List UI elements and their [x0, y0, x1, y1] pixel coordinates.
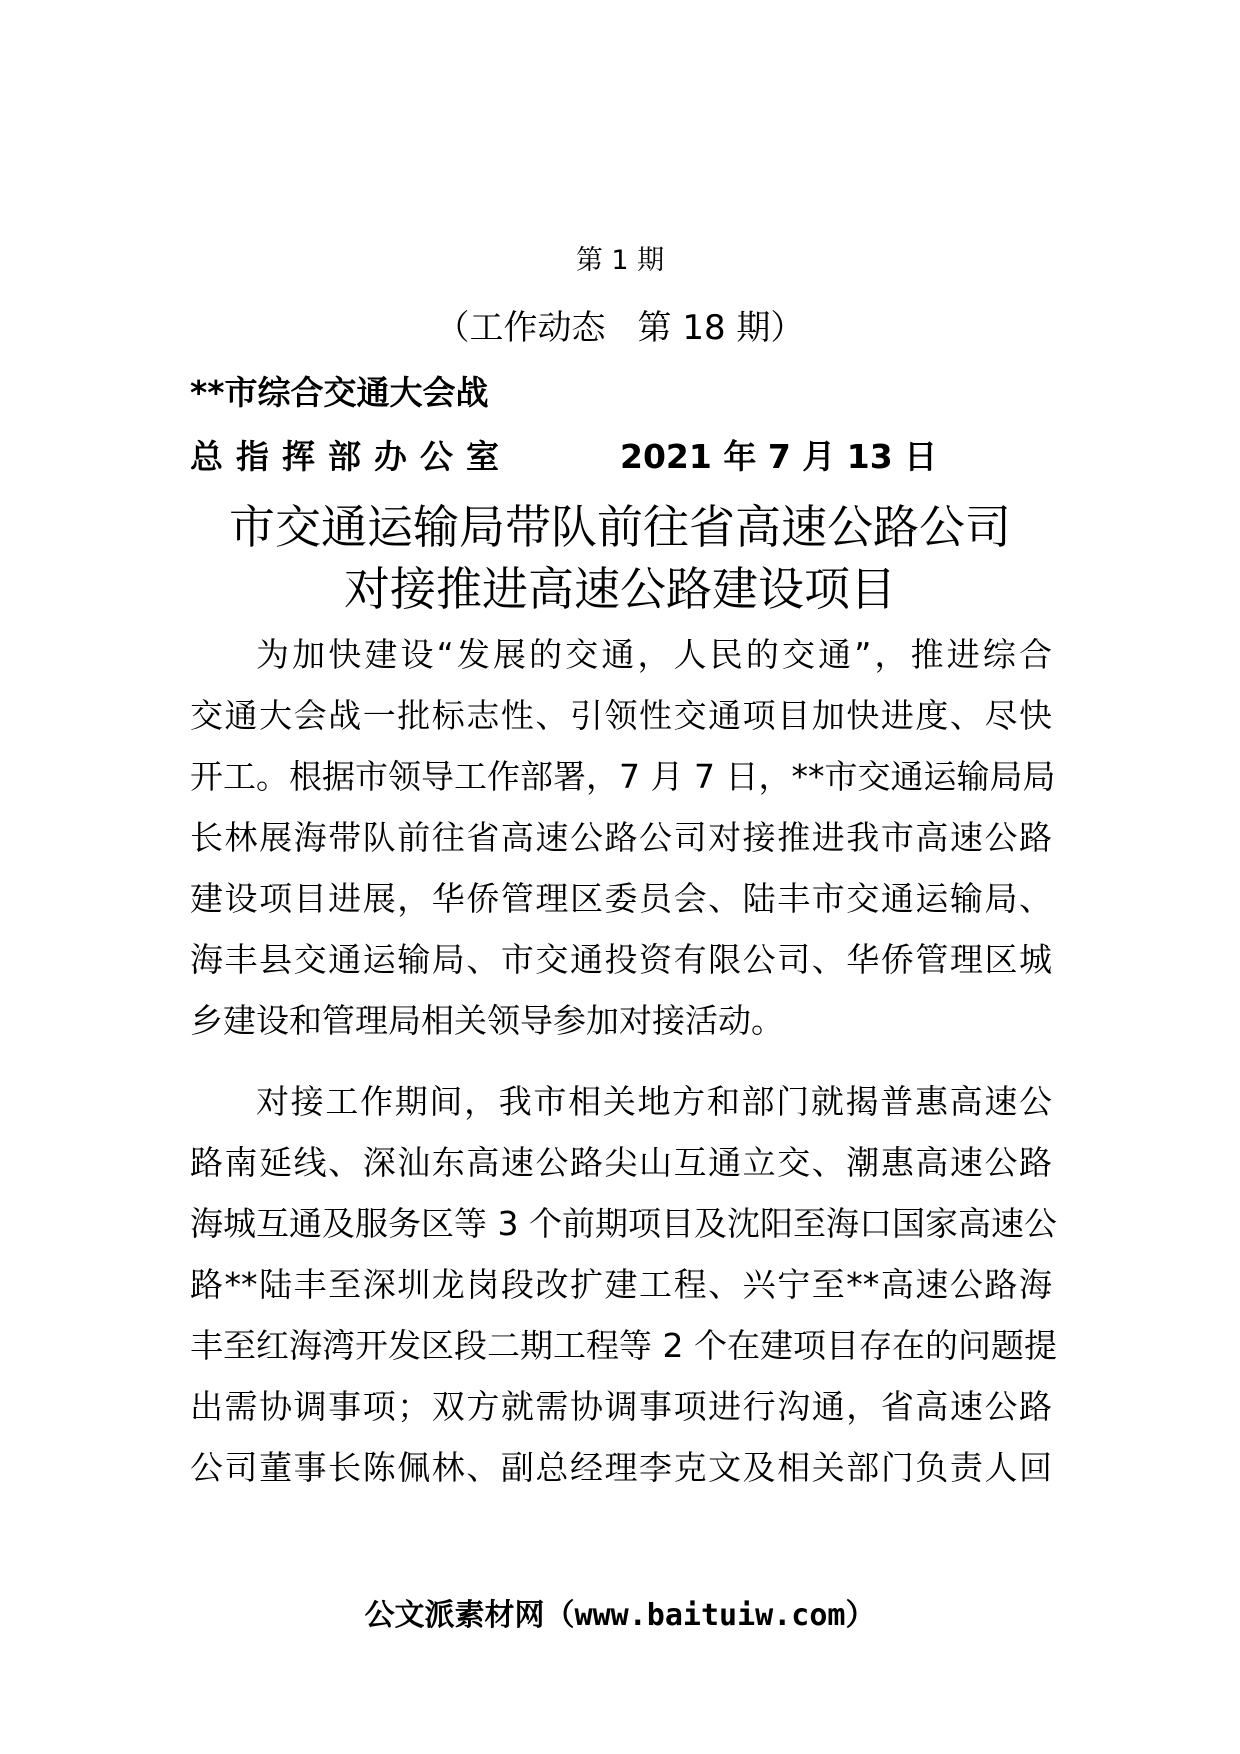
text-line: 海丰县交通运输局、市交通投资有限公司、华侨管理区城: [190, 940, 1052, 979]
sub-issue-number: 第 18 期）: [637, 308, 805, 348]
paragraph-1: [190, 624, 1056, 1051]
headline-line-2: 对接推进高速公路建设项目: [344, 562, 896, 616]
article-body: [190, 624, 1057, 1498]
footer-watermark: [0, 1596, 1240, 1636]
org-name: 总指挥部办公室: [190, 437, 512, 476]
text-line: 对接工作期间，我市相关地方和部门就揭普惠高速公: [256, 1082, 1052, 1121]
headline: [0, 496, 1240, 620]
issue-date: 2021 年 7 月 13 日: [620, 437, 938, 476]
text-line: 乡建设和管理局相关领导参加对接活动。: [190, 1001, 784, 1040]
sub-issue-category: （工作动态: [435, 308, 606, 348]
org-line-1: **市综合交通大会战: [190, 373, 489, 412]
footer-site-name: 公文派素材网: [364, 1598, 545, 1633]
issue-number: 第 1 期: [575, 245, 665, 276]
text-line: 交通大会战一批标志性、引领性交通项目加快进度、尽快: [190, 696, 1052, 735]
footer-url: （www.baituiw.com）: [544, 1598, 876, 1633]
text-line: 开工。根据市领导工作部署，7 月 7 日，**市交通运输局局: [190, 757, 1056, 796]
text-line: 为加快建设“发展的交通，人民的交通”，推进综合: [256, 635, 1052, 674]
sub-issue: [0, 306, 1240, 350]
text-line: 路**陆丰至深圳龙岗段改扩建工程、兴宁至**高速公路海: [190, 1265, 1052, 1304]
text-line: 丰至红海湾开发区段二期工程等 2 个在建项目存在的问题提: [190, 1326, 1057, 1365]
text-line: 公司董事长陈佩林、副总经理李克文及相关部门负责人回: [190, 1448, 1052, 1487]
paragraph-2: [190, 1071, 1057, 1498]
headline-line-1: 市交通运输局带队前往省高速公路公司: [229, 500, 1011, 554]
text-line: 长林展海带队前往省高速公路公司对接推进我市高速公路: [190, 818, 1052, 857]
text-line: 路南延线、深汕东高速公路尖山互通立交、潮惠高速公路: [190, 1143, 1052, 1182]
text-line: 海城互通及服务区等 3 个前期项目及沈阳至海口国家高速公: [190, 1204, 1057, 1243]
text-line: 建设项目进展，华侨管理区委员会、陆丰市交通运输局、: [190, 879, 1052, 918]
org-line-2: [190, 436, 1050, 478]
text-line: 出需协调事项；双方就需协调事项进行沟通，省高速公路: [190, 1387, 1052, 1426]
